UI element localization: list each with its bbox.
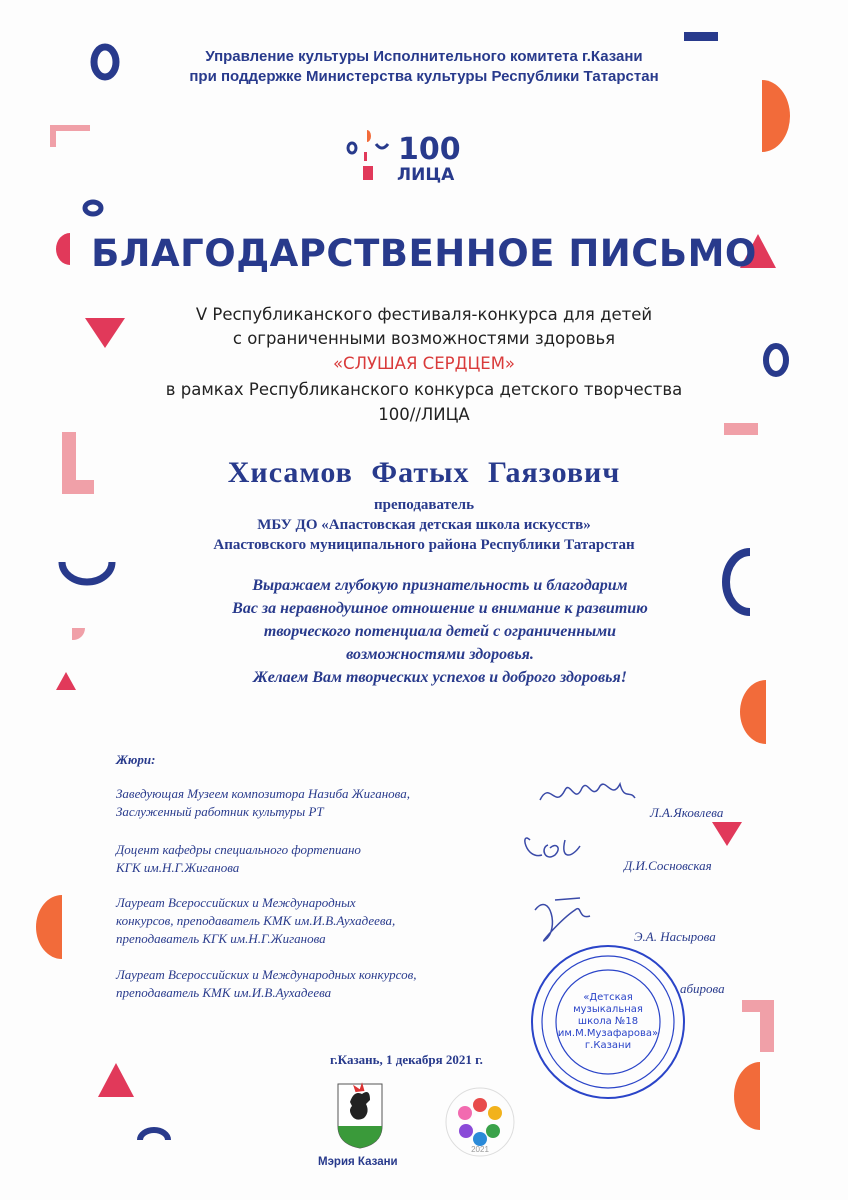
shape-bar bbox=[684, 32, 718, 41]
message-line-2: Вас за неравнодушное отношение и внимание к развитию bbox=[232, 600, 648, 617]
signer-1: Л.А.Яковлева bbox=[650, 805, 724, 820]
jury-member-text: Заслуженный работник культуры РТ bbox=[116, 804, 324, 819]
message-line-3: творческого потенциала детей с ограниченными bbox=[263, 623, 617, 640]
header-line-2: при поддержке Министерства культуры Республики Татарстан bbox=[189, 68, 659, 85]
shape-bar bbox=[742, 1000, 774, 1012]
jury-member-text: Заведующая Музеем композитора Назиба Жиганова, bbox=[116, 786, 410, 801]
jury-member-text: преподаватель КГК им.Н.Г.Жиганова bbox=[116, 931, 326, 946]
header-line-1: Управление культуры Исполнительного комитета г.Казани bbox=[205, 48, 643, 65]
shape-circle bbox=[85, 202, 101, 214]
logo-word: ЛИЦА bbox=[397, 165, 455, 185]
festival-line-2: с ограниченными возможностями здоровья bbox=[232, 329, 616, 348]
logo-number: 100 bbox=[398, 132, 461, 167]
recipient-org-2: Апастовского муниципального района Республики Татарстан bbox=[213, 537, 635, 553]
signer-4: абирова bbox=[680, 981, 725, 996]
signer-3: Э.А. Насырова bbox=[634, 929, 716, 944]
stamp-line-5: г.Казани bbox=[584, 1040, 632, 1051]
recipient-position: преподаватель bbox=[373, 497, 475, 513]
shape-half bbox=[734, 1062, 760, 1130]
emblem-year: 2021 bbox=[471, 1145, 489, 1154]
logo-mark-icon bbox=[344, 128, 396, 186]
signature-2 bbox=[525, 838, 580, 857]
message-line-1: Выражаем глубокую признательность и благодарим bbox=[252, 577, 628, 594]
festival-name: «СЛУШАЯ СЕРДЦЕМ» bbox=[332, 354, 516, 373]
stamp-line-4: им.М.Музафарова» bbox=[557, 1028, 659, 1039]
stamp-line-3: школа №18 bbox=[577, 1016, 639, 1027]
date-place: г.Казань, 1 декабря 2021 г. bbox=[330, 1052, 483, 1067]
shape-triangle bbox=[98, 1063, 134, 1097]
stamp-line-2: музыкальная bbox=[573, 1004, 643, 1015]
shape-bar bbox=[50, 125, 56, 147]
festival-line-1: V Республиканского фестиваля-конкурса для детей bbox=[195, 305, 653, 324]
festival-line-4: 100//ЛИЦА bbox=[378, 405, 470, 424]
message-line-5: Желаем Вам творческих успехов и доброго здоровья! bbox=[253, 669, 627, 686]
jury-label: Жюри: bbox=[116, 752, 156, 767]
jury-member-text: Лауреат Всероссийских и Международных bbox=[116, 895, 356, 910]
shape-half bbox=[740, 680, 766, 744]
page-title: БЛАГОДАРСТВЕННОЕ ПИСЬМО bbox=[91, 232, 757, 275]
message-line-4: возможностями здоровья. bbox=[346, 646, 534, 663]
shape-half bbox=[36, 895, 62, 959]
signature-1 bbox=[540, 784, 635, 800]
jury-member-text: преподаватель КМК им.И.В.Аухадеева bbox=[116, 985, 332, 1000]
signature-3 bbox=[535, 898, 590, 941]
jury-member-text: Доцент кафедры специального фортепиано bbox=[116, 842, 361, 857]
stamp-line-1: «Детская bbox=[583, 992, 633, 1003]
festival-emblem bbox=[443, 1085, 517, 1159]
jury-member-text: конкурсов, преподаватель КМК им.И.В.Аухадеева, bbox=[116, 913, 396, 928]
festival-line-3: в рамках Республиканского конкурса детского творчества bbox=[165, 380, 683, 399]
kazan-coat-of-arms-icon bbox=[336, 1082, 384, 1150]
shape-half bbox=[762, 80, 790, 152]
jury-member-text: КГК им.Н.Г.Жиганова bbox=[116, 860, 240, 875]
shape-triangle bbox=[712, 822, 742, 846]
jury-member-text: Лауреат Всероссийских и Международных конкурсов, bbox=[116, 967, 417, 982]
shape-arc bbox=[140, 1130, 168, 1140]
official-stamp bbox=[528, 942, 688, 1102]
mayor-label: Мэрия Казани bbox=[318, 1156, 398, 1168]
signer-2: Д.И.Сосновская bbox=[624, 858, 712, 873]
recipient-org-1: МБУ ДО «Апастовская детская школа искусств» bbox=[257, 517, 591, 533]
recipient-name: Хисамов Фатых Гаязович bbox=[227, 456, 621, 489]
